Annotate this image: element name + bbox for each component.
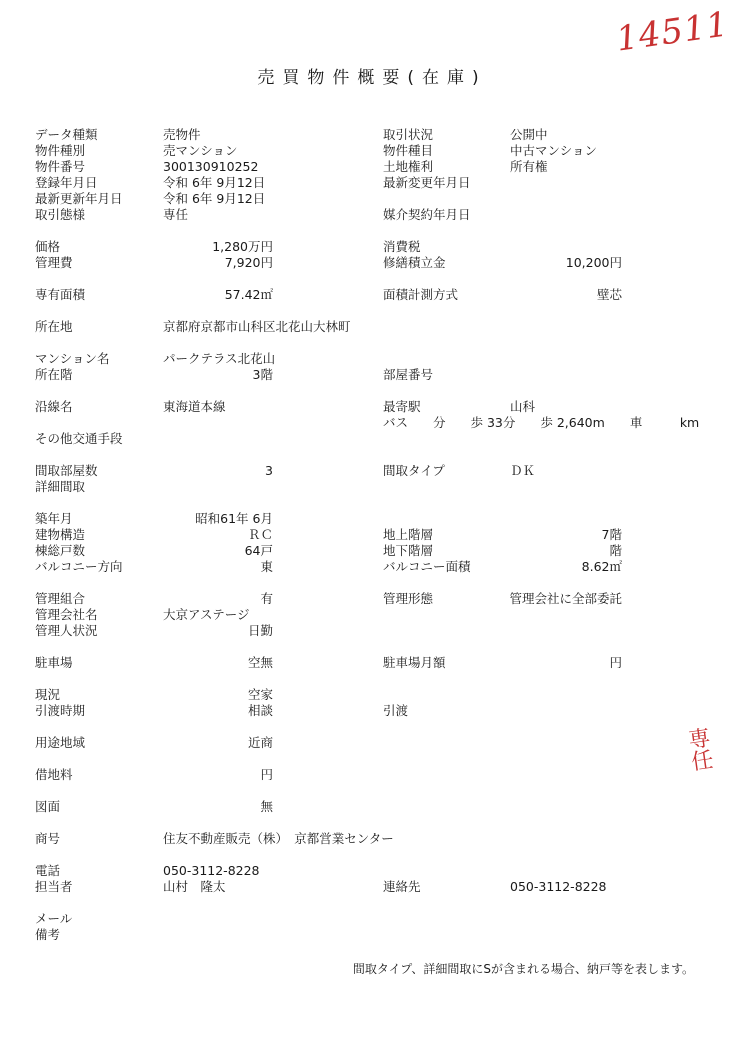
field-bukken-shumoku-label: 物件種目 [383,143,434,158]
field-chusha-gaku: 円 [609,655,622,670]
field-kanrihi: 7,920円 [224,255,273,270]
field-baikai-label: 媒介契約年月日 [383,207,471,222]
field-tososu-label: 棟総戸数 [35,543,86,558]
field-data-type: 売物件 [163,127,201,142]
field-bukken-no: 300130910252 [163,159,259,174]
field-shogo-label: 商号 [35,831,61,846]
field-keisoku-label: 面積計測方式 [383,287,459,302]
field-mansion-label: マンション名 [35,351,110,366]
field-bukken-shubetsu-label: 物件種別 [35,143,86,158]
field-saishin-koshin: 令和 6年 9月12日 [163,191,266,206]
page-title: 売買物件概要(在庫) [257,68,487,88]
field-tanto-label: 担当者 [35,879,73,894]
field-shozaikai-label: 所在階 [35,367,73,382]
field-bus-line: バス 分 歩 33分 歩 2,640m 車 km [383,415,700,430]
field-chusha: 空無 [247,655,273,670]
field-saishin-koshin-label: 最新更新年月日 [35,191,123,206]
field-shosai-label: 詳細間取 [35,479,86,494]
field-ensen: 東海道本線 [163,399,226,414]
field-biko-label: 備考 [35,927,61,942]
field-shogo: 住友不動産販売（株） 京都営業センター [163,831,394,846]
field-yoto: 近商 [247,735,273,750]
field-keisoku: 壁芯 [596,287,622,302]
field-renraku-label: 連絡先 [383,879,421,894]
field-moyori-label: 最寄駅 [383,399,421,414]
field-zumen-label: 図面 [35,799,61,814]
field-ensen-label: 沿線名 [35,399,73,414]
field-bukken-shubetsu: 売マンション [163,143,238,158]
field-kozo: ＲＣ [247,527,273,542]
field-shozaichi-label: 所在地 [35,319,73,334]
field-tososu: 64戸 [244,543,273,558]
field-torihiki: 公開中 [510,127,548,142]
field-tochi-label: 土地権利 [383,159,434,174]
field-chika: 階 [609,543,622,558]
field-shuzen: 10,200円 [565,255,622,270]
field-madori-su-label: 間取部屋数 [35,463,98,478]
field-madori-type: ＤＫ [510,463,536,478]
field-heya-label: 部屋番号 [383,367,434,382]
field-shakuchi-label: 借地料 [35,767,73,782]
field-hikiwatashi-jiki: 相談 [247,703,273,718]
field-chikunen-label: 築年月 [35,511,73,526]
field-renraku: 050-3112-8228 [510,879,607,894]
field-bukken-shumoku: 中古マンション [510,143,597,158]
field-tochi: 所有権 [510,159,548,174]
field-hikiwatashi-label: 引渡 [383,703,409,718]
field-mail-label: メール [35,911,73,926]
field-kaisha-label: 管理会社名 [35,607,98,622]
field-menseki: 57.42㎡ [224,287,273,302]
field-chika-label: 地下階層 [383,543,434,558]
field-kanrihi-label: 管理費 [35,255,73,270]
field-houko-label: バルコニー方向 [35,559,123,574]
field-toroku-label: 登録年月日 [35,175,98,190]
field-genkyo-label: 現況 [35,687,61,702]
field-madori-su: 3 [265,463,273,478]
field-chijo-label: 地上階層 [383,527,434,542]
field-menseki-label: 専有面積 [35,287,86,302]
field-kakaku-label: 価格 [35,239,61,254]
field-data-type-label: データ種類 [35,127,98,142]
handwritten-number: 14511 [613,4,732,60]
field-zumen: 無 [260,799,273,814]
field-toroku: 令和 6年 9月12日 [163,175,266,190]
field-shuzen-label: 修繕積立金 [383,255,446,270]
field-shohizei-label: 消費税 [383,239,421,254]
field-tanto: 山村 隆太 [163,879,226,894]
field-chijo: 7階 [601,527,622,542]
field-taiyo-label: 取引態様 [35,207,86,222]
field-moyori: 山科 [510,399,536,414]
field-yoto-label: 用途地域 [35,735,86,750]
field-hikiwatashi-jiki-label: 引渡時期 [35,703,86,718]
field-kanrinin: 日勤 [247,623,273,638]
field-bukken-no-label: 物件番号 [35,159,86,174]
field-shozaichi: 京都府京都市山科区北花山大林町 [163,319,351,334]
field-denwa: 050-3112-8228 [163,863,260,878]
field-mansion: パークテラス北花山 [163,351,276,366]
field-balcony-label: バルコニー面積 [383,559,471,574]
field-taiyo: 専任 [163,207,189,222]
field-sonota-label: その他交通手段 [35,431,123,446]
field-kumiai-label: 管理組合 [35,591,86,606]
field-chusha-label: 駐車場 [35,655,73,670]
field-kakaku: 1,280万円 [212,239,273,254]
field-kaisha: 大京アステージ [163,607,250,622]
field-chusha-gaku-label: 駐車場月額 [383,655,446,670]
field-denwa-label: 電話 [35,863,61,878]
field-keitai: 管理会社に全部委託 [509,591,622,606]
field-genkyo: 空家 [247,687,273,702]
field-shozaikai: 3階 [252,367,273,382]
field-madori-type-label: 間取タイプ [383,463,445,478]
footnote: 間取タイプ、詳細間取にSが含まれる場合、納戸等を表します。 [352,962,694,976]
field-chikunen: 昭和61年 6月 [195,511,273,526]
field-kozo-label: 建物構造 [35,527,86,542]
field-saishin-henko-label: 最新変更年月日 [383,175,471,190]
field-keitai-label: 管理形態 [383,591,434,606]
handwritten-stamp: 専任 [686,725,716,776]
field-torihiki-label: 取引状況 [383,127,434,142]
field-shakuchi: 円 [260,767,273,782]
field-kanrinin-label: 管理人状況 [35,623,98,638]
field-balcony: 8.62㎡ [581,559,622,574]
field-kumiai: 有 [260,591,273,606]
field-houko: 東 [260,559,273,574]
